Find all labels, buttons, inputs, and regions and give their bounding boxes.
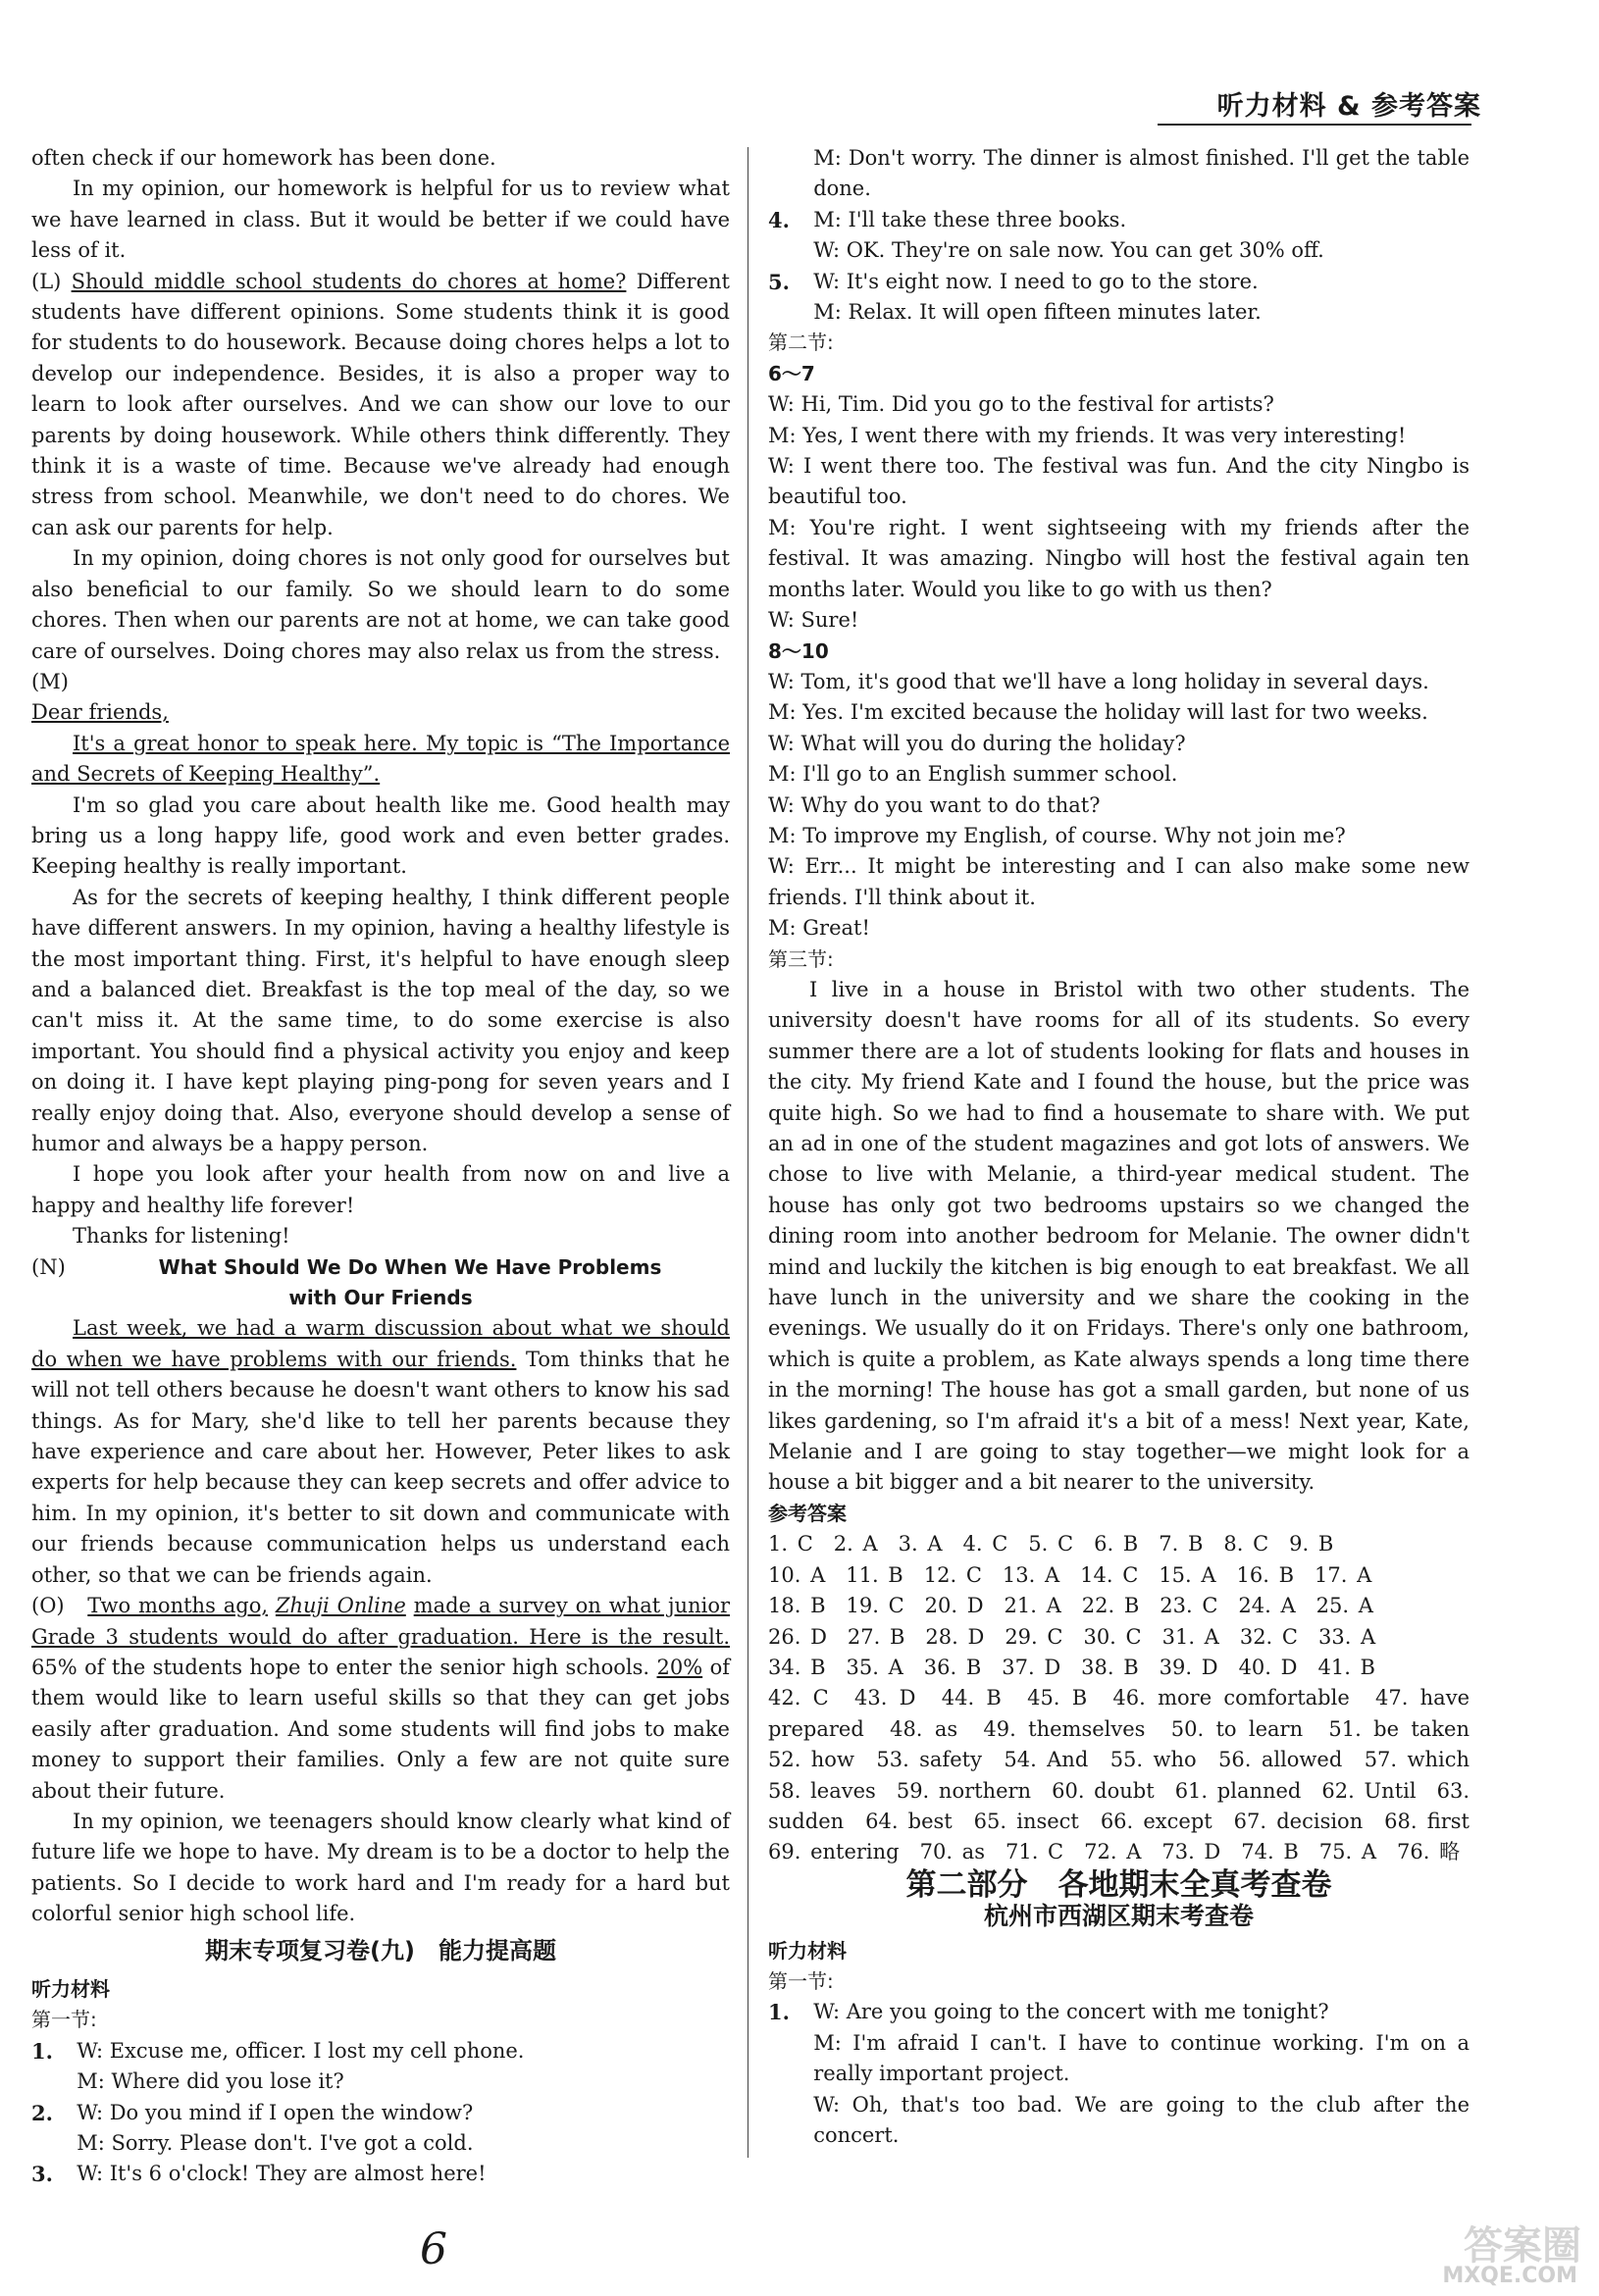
essay-N (31, 1313, 730, 1591)
dialogue-line (768, 267, 1470, 297)
essay-tag: (N) (31, 1254, 66, 1279)
essay-title: with Our Friends (288, 1286, 473, 1310)
group-label: 8～10 (768, 638, 829, 663)
item-number: 1. (31, 2038, 53, 2064)
essay-text: Tom thinks that he will not tell others because he doesn't want others to know his sad things. As for Mary, she'd like to tell her parents because they have experience and care about her. However, Peter likes to ask experts for help because they can keep secrets and offer advice to him. In my opinion, it's better to sit down and communicate with our friends because communication helps us understand each other, so that we can be friends again. (31, 1347, 730, 1587)
dialogue-line (768, 205, 1470, 235)
dialogue-text: W: OK. They're on sale now. You can get 30% off. (813, 238, 1324, 263)
topic-sentence-italic: Zhuji Online (275, 1594, 406, 1618)
answer-row: 42. C 43. D 44. B 45. B 46. more comfortable 47. have prepared 48. as 49. themselves 50. to learn 51. be taken 52. how 53. safety 54. And 55. who 56. allowed 57. which 58. leaves 59. northern 60. doubt 61. planned 62. Until 63. sudden 64. best 65. insect 66. except 67. decision 68. first 69. entering 70. as 71. C 72. A 73. D 74. B 75. A 76. 略 (768, 1686, 1490, 1864)
part-label: 第一节: (31, 2008, 97, 2032)
item-number: 1. (768, 2000, 790, 2025)
dialogue-line (768, 2090, 1470, 2152)
dialogue-text: W: Oh, that's too bad. We are going to the club after the concert. (813, 2092, 1470, 2147)
dialogue-line: M: Yes, I went there with my friends. It was very interesting! (768, 423, 1407, 447)
answer-row: 26. D 27. B 28. D 29. C 30. C 31. A 32. C 33. A (768, 1624, 1376, 1649)
paragraph: Thanks for listening! (73, 1224, 290, 1249)
essay-tag: (L) (31, 269, 62, 293)
dialogue-line: W: Why do you want to do that? (768, 792, 1101, 817)
dialogue-line: W: Hi, Tim. Did you go to the festival for artists? (768, 392, 1274, 417)
paragraph: I'm so glad you care about health like me. Good health may bring us a long happy life, good work and even better grades. Keeping healthy is really important. (31, 792, 730, 879)
essay-L (31, 267, 730, 544)
dialogue-text: W: It's eight now. I need to go to the store. (813, 269, 1259, 293)
dialogue-text: W: Excuse me, officer. I lost my cell phone. (77, 2038, 525, 2063)
dialogue-text: M: Where did you lose it? (77, 2069, 344, 2094)
dialogue-text: W: Do you mind if I open the window? (77, 2100, 474, 2124)
listening-label: 听力材料 (768, 1938, 847, 1963)
dialogue-line (31, 2128, 730, 2159)
dialogue-line: W: Sure! (768, 608, 859, 633)
topic-sentence: Last week, we had a warm discussion about what we should do when we have problems with our friends. (31, 1316, 730, 1371)
paragraph: In my opinion, we teenagers should know clearly what kind of future life we hope to have. My dream is to be a doctor to help the patients. So I decide to work hard and I'm ready for a hard but colorful senior high school life. (31, 1809, 730, 1926)
essay-title: What Should We Do When We Have Problems (158, 1254, 662, 1279)
page-number: 6 (420, 2224, 447, 2274)
essay-topic (31, 729, 730, 791)
dialogue-text: M: Relax. It will open fifteen minutes later. (813, 300, 1262, 325)
dialogue-text: M: I'll take these three books. (813, 207, 1127, 231)
essay-tag: (M) (31, 669, 69, 693)
answer-row: 18. B 19. C 20. D 21. A 22. B 23. C 24. A 25. A (768, 1594, 1373, 1618)
part-label: 第一节: (768, 1968, 834, 1993)
paragraph: In my opinion, doing chores is not only good for ourselves but also beneficial to our family. So we should learn to do some chores. Then when our parents are not at home, we can take good care of ourselves. Doing chores may also relax us from the stress. (31, 546, 730, 663)
answer-row: 10. A 11. B 12. C 13. A 14. C 15. A 16. B 17. A (768, 1562, 1372, 1587)
watermark-logo: 答案圈 (1464, 2223, 1581, 2269)
dialogue-line: M: I'll go to an English summer school. (768, 762, 1178, 787)
essay-N-title (31, 1252, 730, 1283)
essay-text-underlined: 20% (656, 1655, 703, 1679)
dialogue-text: M: Sorry. Please don't. I've got a cold. (77, 2131, 474, 2155)
dialogue-line: W: Err... It might be interesting and I can also make some new friends. I'll think about it. (768, 854, 1470, 909)
dialogue-line (31, 2066, 730, 2097)
dialogue-line (31, 2159, 730, 2189)
item-number: 5. (768, 269, 790, 294)
listening-label: 听力材料 (31, 1976, 110, 2001)
passage: I live in a house in Bristol with two other students. The university doesn't have rooms for all of its students. So every summer there are a lot of students looking for flats and houses in the city. My friend Kate and I found the house, but the price was quite high. So we had to find a housemate to share with. We put an ad in one of the student magazines and got lots of answers. We chose to live with Melanie, a third-year medical student. The house has only got two bedrooms upstairs so we changed the dining room into another bedroom for Melanie. The owner didn't mind and luckily the kitchen is big enough to eat breakfast. We all have lunch in the university and we share the cooking in the evenings. We usually do it on Fridays. There's only one bathroom, which is quite a problem, as Kate always spends a long time there in the morning! The house has got a small garden, but none of us likes gardening, so I'm afraid it's a bit of a mess! Next year, Kate, Melanie and I are going to stay together—we might look for a house a bit bigger and a bit nearer to the university. (768, 977, 1470, 1495)
dialogue-line: M: Yes. I'm excited because the holiday will last for two weeks. (768, 700, 1428, 725)
item-number: 3. (31, 2162, 53, 2187)
topic-sentence: Two months ago, (87, 1594, 269, 1618)
dialogue-line: M: You're right. I went sightseeing with my friends after the festival. It was amazing. Ningbo will host the festival again ten months later. Would you like to go with us then? (768, 515, 1470, 601)
item-number: 2. (31, 2100, 53, 2125)
essay-text: 65% of the students hope to enter the senior high schools. (31, 1655, 650, 1679)
paragraph: often check if our homework has been done. (31, 146, 496, 170)
dialogue-line: W: What will you do during the holiday? (768, 731, 1186, 755)
group-label: 6～7 (768, 361, 815, 385)
item-number: 4. (768, 207, 790, 232)
paragraph: As for the secrets of keeping healthy, I think different people have different answers. In my opinion, having a healthy lifestyle is the most important thing. First, it's helpful to have enough sleep and a balanced diet. Breakfast is the top meal of the day, so we can't miss it. At the same time, to do some exercise is also important. You should find a physical activity you enjoy and keep on doing it. I have kept playing ping-pong for seven years and I really enjoy doing that. Also, everyone should develop a sense of humor and always be a happy person. (31, 885, 730, 1155)
left-column (31, 143, 730, 2190)
part-label: 第三节: (768, 946, 834, 971)
dialogue-line: M: To improve my English, of course. Why not join me? (768, 823, 1346, 847)
watermark-url: MXQE.COM (1442, 2264, 1577, 2288)
topic-sentence: made a survey on what junior Grade 3 students would do after graduation. Here is the result. (31, 1594, 730, 1649)
part-subtitle: 杭州市西湖区期末考查卷 (983, 1902, 1254, 1931)
topic-sentence: It's a great honor to speak here. My topic is “The Importance and Secrets of Keeping Healthy”. (31, 731, 730, 787)
essay-topic: Should middle school students do chores at home? (71, 269, 627, 293)
dialogue-line (768, 143, 1470, 205)
dialogue-line: W: I went there too. The festival was fun. And the city Ningbo is beautiful too. (768, 454, 1470, 509)
essay-text: Different students have different opinions. Some students think it is good for students to do housework. Because doing chores helps a lot to develop our independence. Besides, it is also a proper way to learn to look after ourselves. And we can show our love to our parents by doing housework. While others think differently. They think it is a waste of time. Because we've already had enough stress from school. Meanwhile, we don't need to do chores. We can ask our parents for help. (31, 269, 730, 539)
dialogue-line (31, 2098, 730, 2128)
running-header: 听力材料 & 参考答案 (1216, 91, 1481, 122)
dialogue-text: W: Are you going to the concert with me tonight? (813, 2000, 1329, 2024)
answer-row: 1. C 2. A 3. A 4. C 5. C 6. B 7. B 8. C 9. B (768, 1532, 1334, 1556)
dialogue-line (768, 1997, 1470, 2027)
part-label: 第二节: (768, 331, 834, 355)
header-rule (1158, 124, 1471, 126)
part-title: 第二部分 各地期末全真考查卷 (905, 1866, 1332, 1903)
dialogue-line (768, 2028, 1470, 2090)
dialogue-text: M: Don't worry. The dinner is almost finished. I'll get the table done. (813, 146, 1470, 201)
answer-key-label: 参考答案 (768, 1501, 847, 1525)
dialogue-line (768, 297, 1470, 328)
essay-O (31, 1591, 730, 1807)
dialogue-line (31, 2036, 730, 2066)
paragraph: In my opinion, our homework is helpful for us to review what we have learned in class. But it would be better if we could have less of it. (31, 177, 730, 263)
right-column (768, 143, 1490, 2151)
essay-text: of them would like to learn useful skills so that they can get jobs easily after graduation. And some students will find jobs to make money to support their families. Only a few are not quite sure about their future. (31, 1655, 730, 1803)
section-title: 期末专项复习卷(九) 能力提高题 (205, 1936, 556, 1964)
answer-row: 34. B 35. A 36. B 37. D 38. B 39. D 40. D 41. B (768, 1655, 1375, 1679)
paragraph: I hope you look after your health from now on and live a happy and healthy life forever! (31, 1162, 730, 1217)
dialogue-text: W: It's 6 o'clock! They are almost here! (77, 2162, 487, 2186)
dialogue-text: M: I'm afraid I can't. I have to continue working. I'm on a really important project. (813, 2030, 1470, 2086)
essay-tag: (O) (31, 1594, 65, 1618)
dialogue-line: W: Tom, it's good that we'll have a long holiday in several days. (768, 669, 1429, 693)
dialogue-line: M: Great! (768, 916, 870, 941)
dialogue-line (768, 235, 1470, 266)
letter-greeting: Dear friends, (31, 700, 169, 725)
